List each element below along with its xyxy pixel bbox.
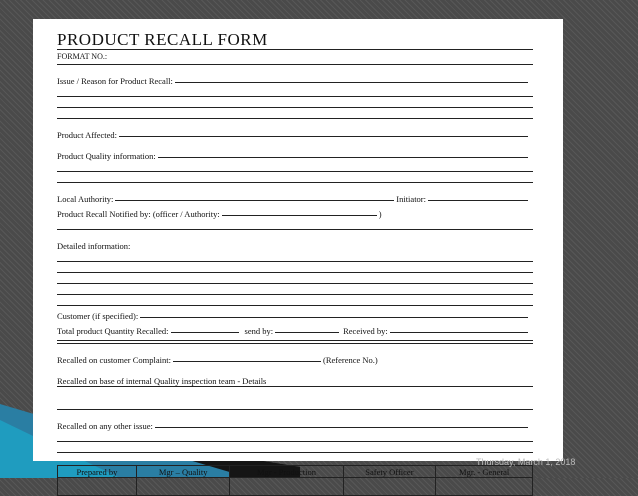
internal-line-2[interactable] (57, 399, 533, 410)
quality-line-2[interactable] (57, 161, 533, 172)
signature-blank-row (58, 478, 533, 496)
mgr-general-header: Mgr. - General (436, 466, 533, 478)
product-quality-label: Product Quality information: (57, 151, 156, 161)
issue-reason-field[interactable] (57, 71, 533, 86)
product-quality-field[interactable] (57, 146, 533, 161)
notified-by-close: ) (378, 209, 382, 219)
other-issue-field[interactable] (57, 416, 533, 431)
product-affected-label: Product Affected: (57, 130, 118, 140)
notified-line-2[interactable] (57, 219, 533, 230)
received-by-label: Received by: (343, 326, 388, 336)
issue-line-4[interactable] (57, 108, 533, 119)
complaint-row[interactable] (57, 350, 533, 365)
safety-officer-signature-cell[interactable] (343, 478, 436, 496)
mgr-general-signature-cell[interactable] (436, 478, 533, 496)
footer-date: Thursday, March 1, 2018 (476, 457, 576, 467)
other-line-2[interactable] (57, 431, 533, 442)
recalled-internal-label: Recalled on base of internal Quality inspection team - Details (57, 376, 267, 386)
received-by-blank[interactable] (390, 332, 528, 333)
safety-officer-header: Safety Officer (343, 466, 436, 478)
detail-line-5[interactable] (57, 295, 533, 306)
issue-line-3[interactable] (57, 97, 533, 108)
detail-line-2[interactable] (57, 262, 533, 273)
quality-line-3[interactable] (57, 172, 533, 183)
local-authority-label: Local Authority: (57, 194, 114, 204)
detail-line-4[interactable] (57, 284, 533, 295)
local-authority-blank[interactable] (115, 200, 394, 201)
notified-by-label: Product Recall Notified by: (officer / Authority: (57, 209, 220, 219)
product-quality-blank[interactable] (158, 157, 528, 158)
recalled-other-label: Recalled on any other issue: (57, 421, 153, 431)
detail-line-3[interactable] (57, 273, 533, 284)
recall-form (57, 30, 533, 496)
notified-by-field[interactable] (57, 204, 533, 219)
mgr-quality-header: Mgr – Quality (136, 466, 230, 478)
signature-table (57, 465, 533, 496)
notified-by-blank[interactable] (222, 215, 377, 216)
recalled-complaint-label: Recalled on customer Complaint: (57, 355, 172, 365)
customer-label: Customer (if specified): (57, 311, 139, 321)
detailed-info-field (57, 236, 533, 251)
quantity-row[interactable] (57, 321, 533, 336)
recalled-other-blank[interactable] (155, 427, 528, 428)
detailed-info-label: Detailed information: (57, 241, 131, 251)
other-line-3[interactable] (57, 442, 533, 453)
mgr-quality-signature-cell[interactable] (136, 478, 230, 496)
mgr-production-signature-cell[interactable] (230, 478, 343, 496)
signature-header-row (58, 466, 533, 478)
reference-no-label: (Reference No.) (323, 355, 378, 365)
authority-initiator-row[interactable] (57, 189, 533, 204)
form-title: PRODUCT RECALL FORM (57, 30, 533, 50)
mgr-production-header: Mgr - Production (230, 466, 343, 478)
product-affected-blank[interactable] (119, 136, 528, 137)
total-qty-label: Total product Quantity Recalled: (57, 326, 169, 336)
format-no-label: FORMAT NO.: (57, 50, 533, 65)
send-by-label: send by: (244, 326, 274, 336)
issue-line-2[interactable] (57, 86, 533, 97)
customer-blank[interactable] (140, 317, 528, 318)
initiator-blank[interactable] (428, 200, 528, 201)
issue-reason-label: Issue / Reason for Product Recall: (57, 76, 173, 86)
initiator-label: Initiator: (396, 194, 426, 204)
send-by-blank[interactable] (275, 332, 339, 333)
prepared-by-header: Prepared by (58, 466, 137, 478)
issue-reason-blank[interactable] (175, 82, 528, 83)
detail-line-1[interactable] (57, 251, 533, 262)
product-affected-field[interactable] (57, 125, 533, 140)
recalled-complaint-blank[interactable] (173, 361, 321, 362)
prepared-by-signature-cell[interactable] (58, 478, 137, 496)
internal-inspection-field (57, 371, 533, 387)
customer-field[interactable] (57, 306, 533, 321)
total-qty-blank[interactable] (171, 332, 239, 333)
